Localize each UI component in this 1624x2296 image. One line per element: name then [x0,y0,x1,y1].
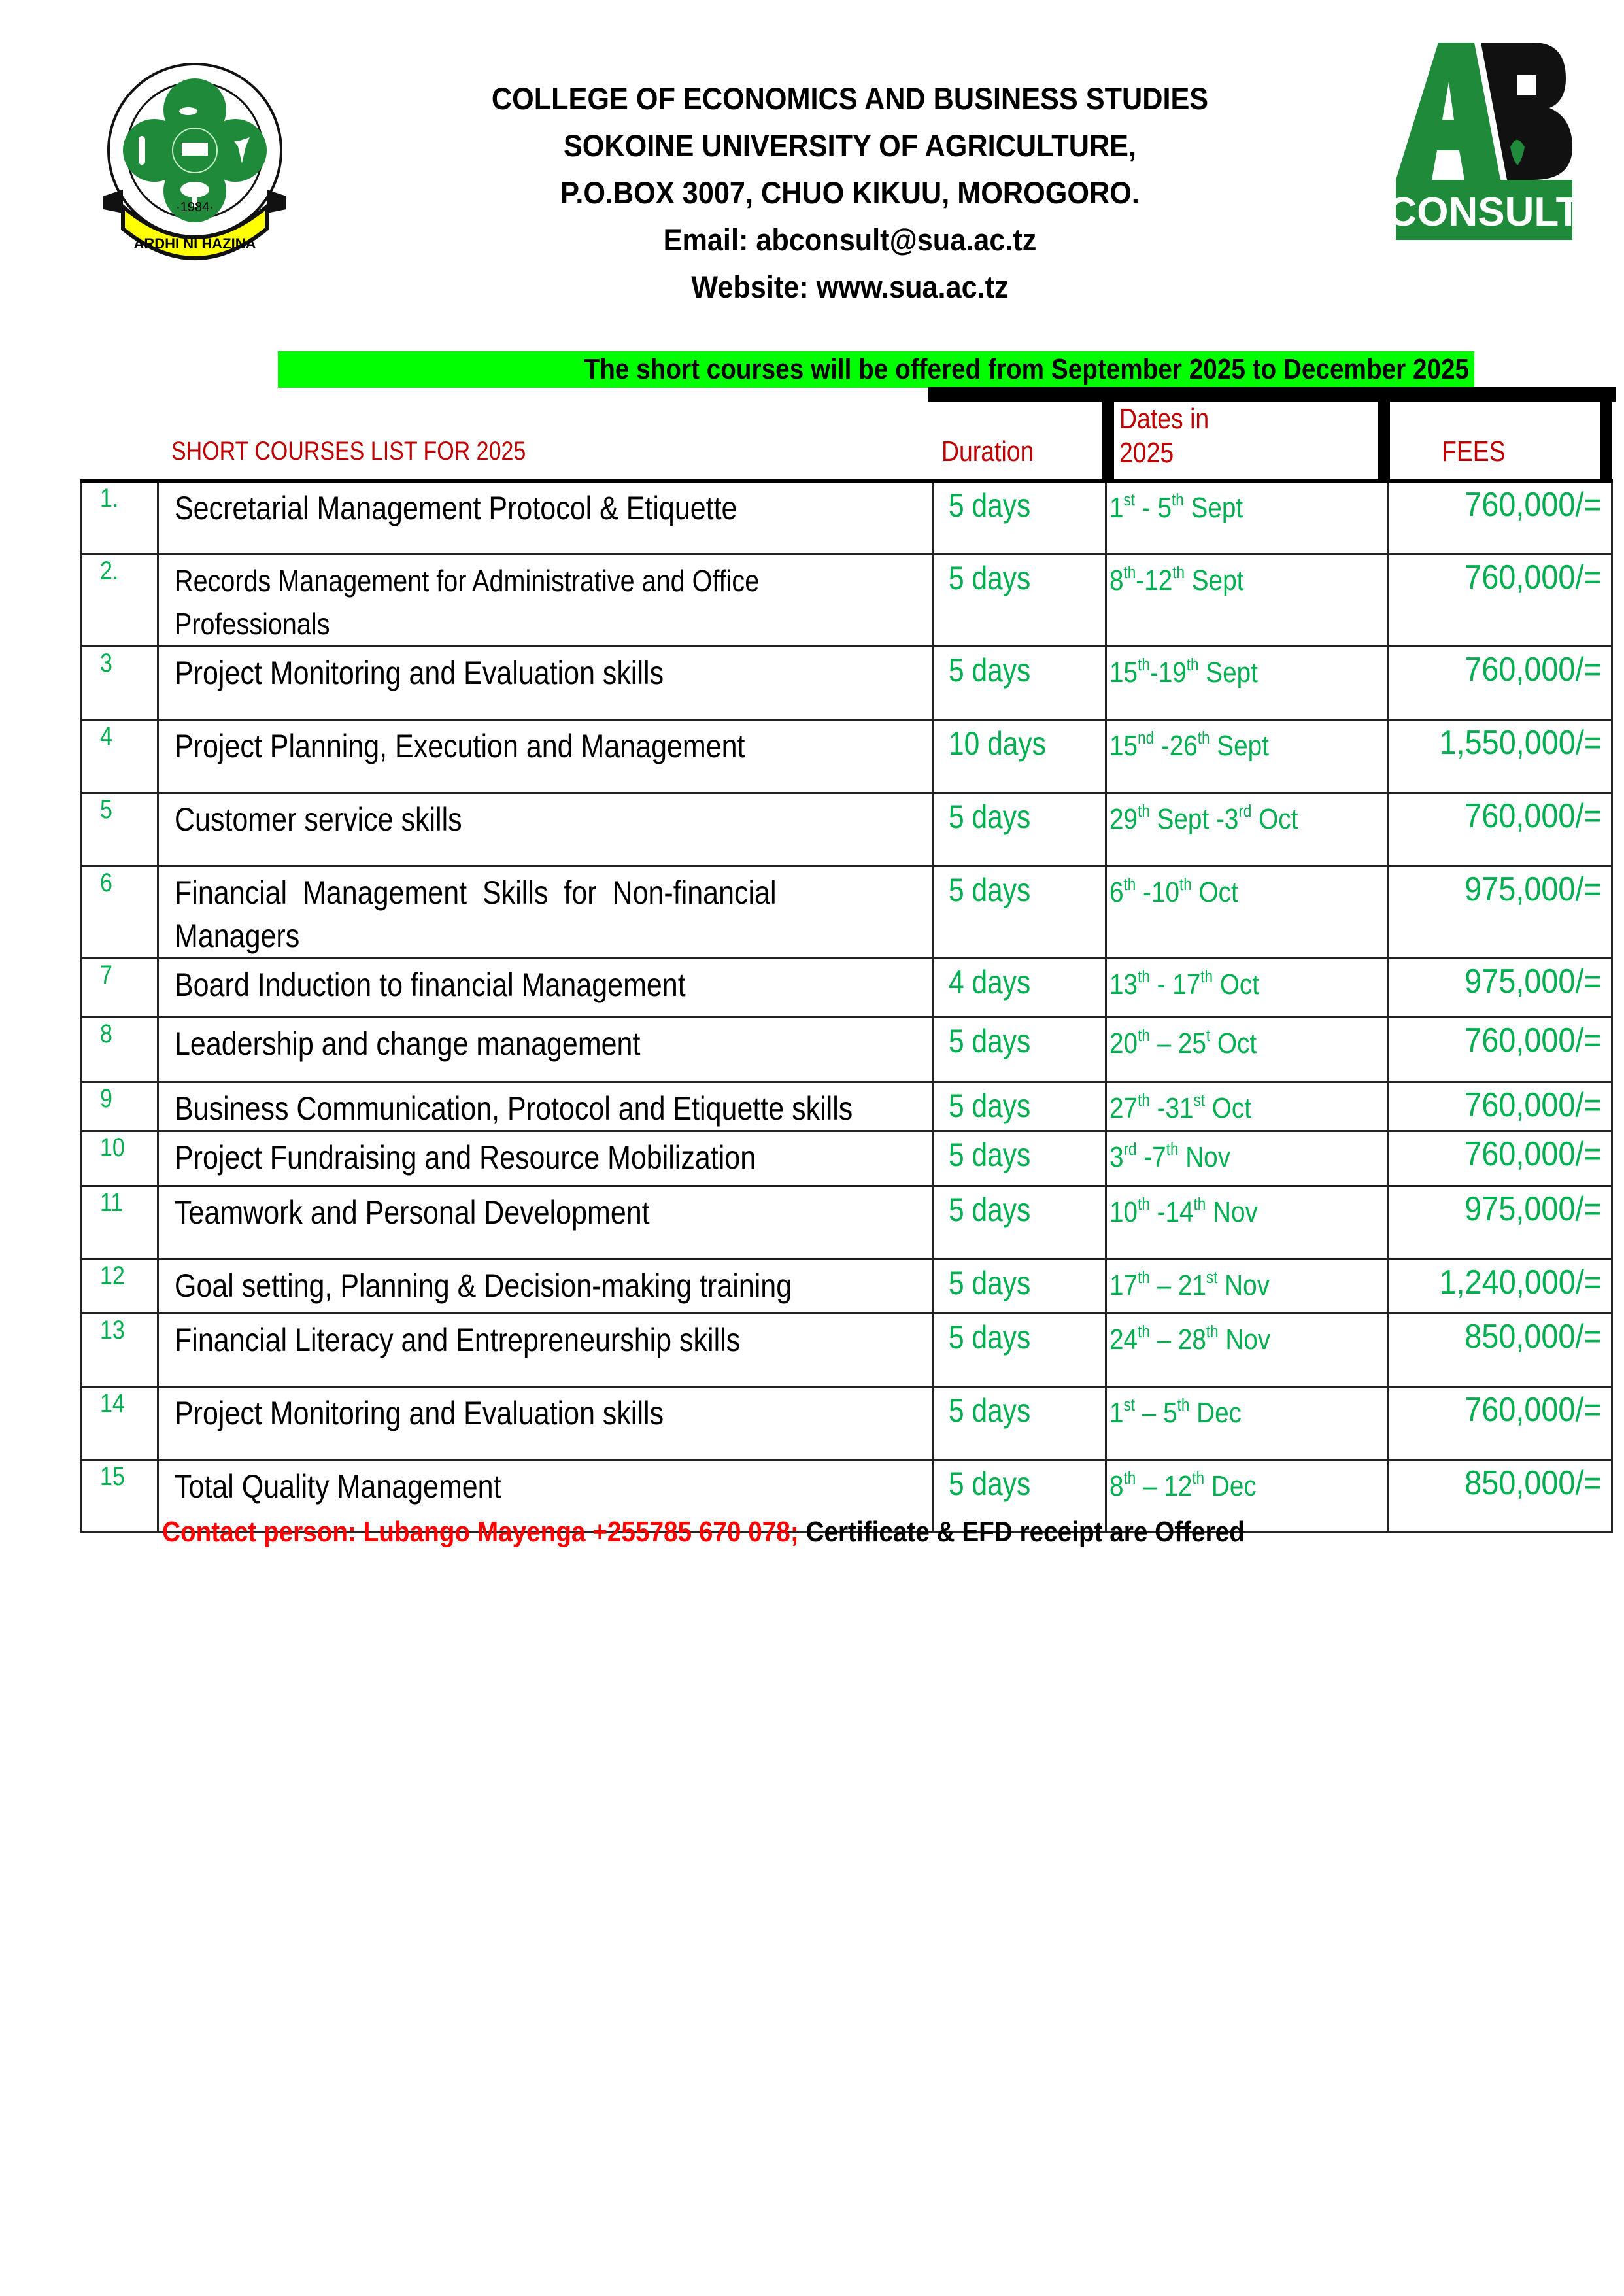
contact-note [162,1516,1245,1549]
course-fee: 760,000/= [1389,793,1612,866]
course-dates: 1st – 5th Dec [1106,1387,1389,1460]
column-header-fees: FEES [1442,436,1506,468]
row-number: 15 [81,1460,158,1532]
courses-table [80,479,1613,1533]
course-dates: 17th – 21st Nov [1106,1259,1389,1314]
course-duration: 10 days [934,720,1106,793]
row-number: 5 [81,793,158,866]
row-number: 9 [81,1082,158,1131]
course-fee: 975,000/= [1389,1186,1612,1259]
table-row [81,959,1612,1018]
header-frame-divider [1600,387,1612,481]
table-row [81,555,1612,647]
column-header-duration: Duration [941,436,1034,468]
course-duration: 5 days [934,793,1106,866]
svg-text:CONSULT: CONSULT [1393,190,1579,235]
course-duration: 4 days [934,959,1106,1018]
course-dates: 20th – 25$^t$ Oct [1106,1018,1389,1082]
course-fee: 850,000/= [1389,1460,1612,1532]
course-fee: 760,000/= [1389,1082,1612,1131]
svg-text:·1984·: ·1984· [176,200,214,214]
course-name: Financial Literacy and Entrepreneurship skills [158,1314,934,1387]
row-number: 3 [81,647,158,720]
course-name: Total Quality Management [158,1460,934,1532]
course-name: Financial Management Skills for Non-financial Managers [158,866,934,959]
header-frame-top [928,387,1616,402]
course-duration: 5 days [934,647,1106,720]
row-number: 10 [81,1131,158,1186]
course-name: Customer service skills [158,793,934,866]
course-name: Secretarial Management Protocol & Etiquette [158,481,934,555]
course-dates: 15nd -26th Sept [1106,720,1389,793]
college-name: COLLEGE OF ECONOMICS AND BUSINESS STUDIES [491,81,1209,116]
course-fee: 850,000/= [1389,1314,1612,1387]
contact-person: Contact person: Lubango Mayenga +255785 670 078; [162,1516,799,1548]
course-dates: 8th-12th Sept [1106,555,1389,647]
column-header-dates: Dates in 2025 [1119,403,1210,469]
row-number: 12 [81,1259,158,1314]
certificate-note: Certificate & EFD receipt are Offered [798,1516,1245,1548]
course-duration: 5 days [934,555,1106,647]
course-dates: 15th-19th Sept [1106,647,1389,720]
courses-list-title: SHORT COURSES LIST FOR 2025 [171,437,526,466]
email-line: Email: abconsult@sua.ac.tz [663,222,1037,257]
course-duration: 5 days [934,1259,1106,1314]
schedule-banner [278,351,1474,388]
course-fee: 760,000/= [1389,1387,1612,1460]
course-duration: 5 days [934,866,1106,959]
course-fee: 1,240,000/= [1389,1259,1612,1314]
university-name: SOKOINE UNIVERSITY OF AGRICULTURE, [563,128,1137,163]
course-dates: 3rd -7th Nov [1106,1131,1389,1186]
row-number: 7 [81,959,158,1018]
course-dates: 6th -10th Oct [1106,866,1389,959]
institution-header [429,75,1271,311]
table-row [81,866,1612,959]
course-duration: 5 days [934,1460,1106,1532]
table-row [81,1018,1612,1082]
course-dates: 10th -14th Nov [1106,1186,1389,1259]
row-number: 8 [81,1018,158,1082]
course-duration: 5 days [934,1082,1106,1131]
row-number: 11 [81,1186,158,1259]
course-name: Project Planning, Execution and Management [158,720,934,793]
table-row [81,1314,1612,1387]
row-number: 13 [81,1314,158,1387]
course-dates: 1st - 5th Sept [1106,481,1389,555]
course-fee: 760,000/= [1389,647,1612,720]
row-number: 1. [81,481,158,555]
table-row [81,481,1612,555]
header-frame-divider [1378,387,1390,481]
course-fee: 1,550,000/= [1389,720,1612,793]
course-dates: 13th - 17th Oct [1106,959,1389,1018]
table-row [81,1082,1612,1131]
course-duration: 5 days [934,1387,1106,1460]
website-line: Website: www.sua.ac.tz [691,269,1009,304]
svg-text:ARDHI NI HAZINA: ARDHI NI HAZINA [133,235,256,252]
course-fee: 760,000/= [1389,555,1612,647]
course-name: Board Induction to financial Management [158,959,934,1018]
row-number: 6 [81,866,158,959]
sua-crest-logo [84,52,306,275]
course-dates: 8th – 12th Dec [1106,1460,1389,1532]
table-row [81,793,1612,866]
course-name: Business Communication, Protocol and Etiquette skills [158,1082,934,1131]
banner-text: The short courses will be offered from September 2025 to December 2025 [584,353,1469,385]
course-duration: 5 days [934,1131,1106,1186]
course-dates: 27th -31st Oct [1106,1082,1389,1131]
course-name: Teamwork and Personal Development [158,1186,934,1259]
course-name: Goal setting, Planning & Decision-making training [158,1259,934,1314]
course-fee: 975,000/= [1389,959,1612,1018]
course-name: Records Management for Administrative and Office Professionals [158,555,934,647]
table-row [81,1259,1612,1314]
course-fee: 760,000/= [1389,1131,1612,1186]
course-dates: 24th – 28th Nov [1106,1314,1389,1387]
course-name: Project Monitoring and Evaluation skills [158,1387,934,1460]
table-row [81,1186,1612,1259]
course-dates: 29th Sept -3rd Oct [1106,793,1389,866]
course-fee: 760,000/= [1389,1018,1612,1082]
course-duration: 5 days [934,1018,1106,1082]
row-number: 14 [81,1387,158,1460]
header-frame-divider [1102,387,1114,481]
course-duration: 5 days [934,1186,1106,1259]
course-fee: 975,000/= [1389,866,1612,959]
course-duration: 5 days [934,481,1106,555]
course-name: Project Monitoring and Evaluation skills [158,647,934,720]
course-name: Project Fundraising and Resource Mobilization [158,1131,934,1186]
row-number: 4 [81,720,158,793]
course-duration: 5 days [934,1314,1106,1387]
table-row [81,1131,1612,1186]
table-row [81,1387,1612,1460]
table-row [81,720,1612,793]
ab-consult-logo [1393,43,1579,252]
row-number: 2. [81,555,158,647]
table-row [81,647,1612,720]
course-name: Leadership and change management [158,1018,934,1082]
postal-address: P.O.BOX 3007, CHUO KIKUU, MOROGORO. [560,175,1140,210]
course-fee: 760,000/= [1389,481,1612,555]
